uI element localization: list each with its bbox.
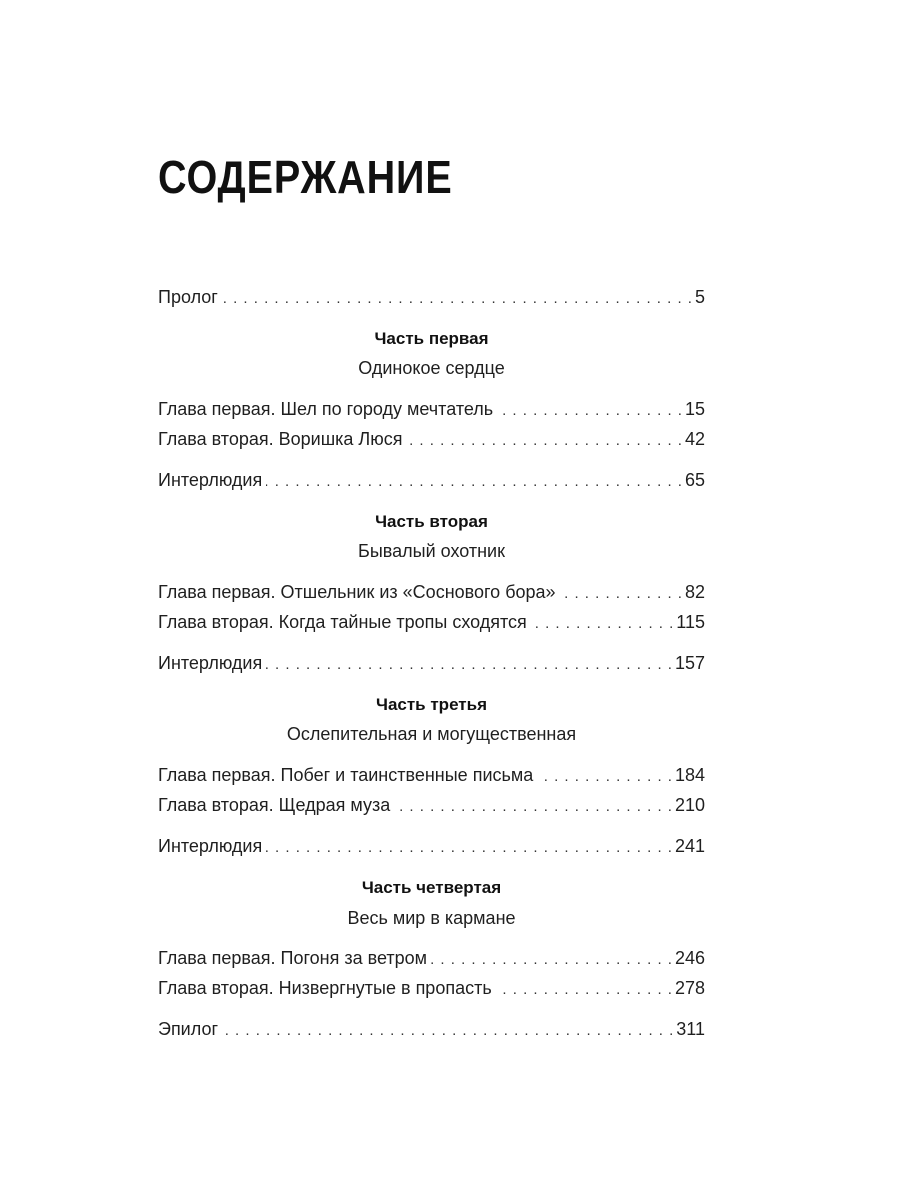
part-3-subtitle: Ослепительная и могущественная [286,724,577,744]
part-2-heading: Часть вторая [375,512,488,531]
part-1-heading: Часть первая [374,329,489,348]
dot-leader [531,611,674,637]
part-3-heading: Часть третья [376,695,487,714]
toc-entry-part-1-chapter-2[interactable] [158,426,705,452]
toc-entry-part-3-interlude[interactable] [158,833,705,859]
toc-entry-epilogue[interactable] [158,1016,705,1042]
toc-entry-part-2-chapter-2[interactable] [158,609,705,635]
entry-label: Интерлюдия [158,470,263,490]
toc-entry-prologue[interactable] [158,284,705,310]
entry-label: Эпилог [158,1019,219,1039]
toc-entry-part-2-interlude[interactable] [158,650,705,676]
page-number: 82 [684,582,705,602]
dot-leader [266,652,672,678]
toc-entry-part-4-chapter-1[interactable] [158,945,705,971]
toc-entry-part-3-chapter-1[interactable] [158,762,705,788]
entry-label: Глава вторая. Низвергнутые в пропасть [158,978,492,998]
entry-label: Глава вторая. Щедрая муза [158,795,391,815]
entry-label: Глава первая. Погоня за ветром [158,948,428,968]
dot-leader [266,469,682,495]
entry-label: Глава первая. Побег и таинственные письма [158,765,534,785]
part-4-subtitle: Весь мир в кармане [347,908,516,928]
toc-entry-part-4-chapter-2[interactable] [158,975,705,1001]
toc-entry-part-1-chapter-1[interactable] [158,396,705,422]
dot-leader [537,764,672,790]
entry-label: Глава вторая. Когда тайные тропы сходятся [158,612,527,632]
dot-leader [394,794,672,820]
page-number: 241 [674,836,705,856]
page-number: 42 [684,429,705,449]
page-number: 15 [684,399,705,419]
page-number: 65 [684,470,705,490]
dot-leader [431,947,672,973]
page-number: 311 [676,1019,705,1039]
entry-label: Пролог [158,287,218,307]
entry-label: Интерлюдия [158,836,263,856]
part-2-subtitle: Бывалый охотник [358,541,505,561]
page-number: 184 [674,765,705,785]
entry-label: Интерлюдия [158,653,263,673]
page-number: 210 [674,795,705,815]
dot-leader [497,398,682,424]
dot-leader [496,977,672,1003]
page-number: 246 [674,948,705,968]
entry-label: Глава первая. Отшельник из «Соснового бора» [158,582,556,602]
toc-entry-part-1-interlude[interactable] [158,467,705,493]
page-number: 278 [674,978,705,998]
part-1-subtitle: Одинокое сердце [358,358,505,378]
dot-leader [222,286,692,312]
dot-leader [560,581,682,607]
page-number: 157 [674,653,705,673]
entry-label: Глава первая. Шел по городу мечтатель [158,399,494,419]
dot-leader [266,835,672,861]
page-number: 5 [694,287,705,307]
page-number: 115 [676,612,705,632]
dot-leader [406,428,681,454]
dot-leader [222,1018,673,1044]
toc-entry-part-2-chapter-1[interactable] [158,579,705,605]
entry-label: Глава вторая. Воришка Люся [158,429,403,449]
part-4-heading: Часть четвертая [361,878,502,897]
page-title: СОДЕРЖАНИЕ [158,151,453,203]
toc-entry-part-3-chapter-2[interactable] [158,792,705,818]
